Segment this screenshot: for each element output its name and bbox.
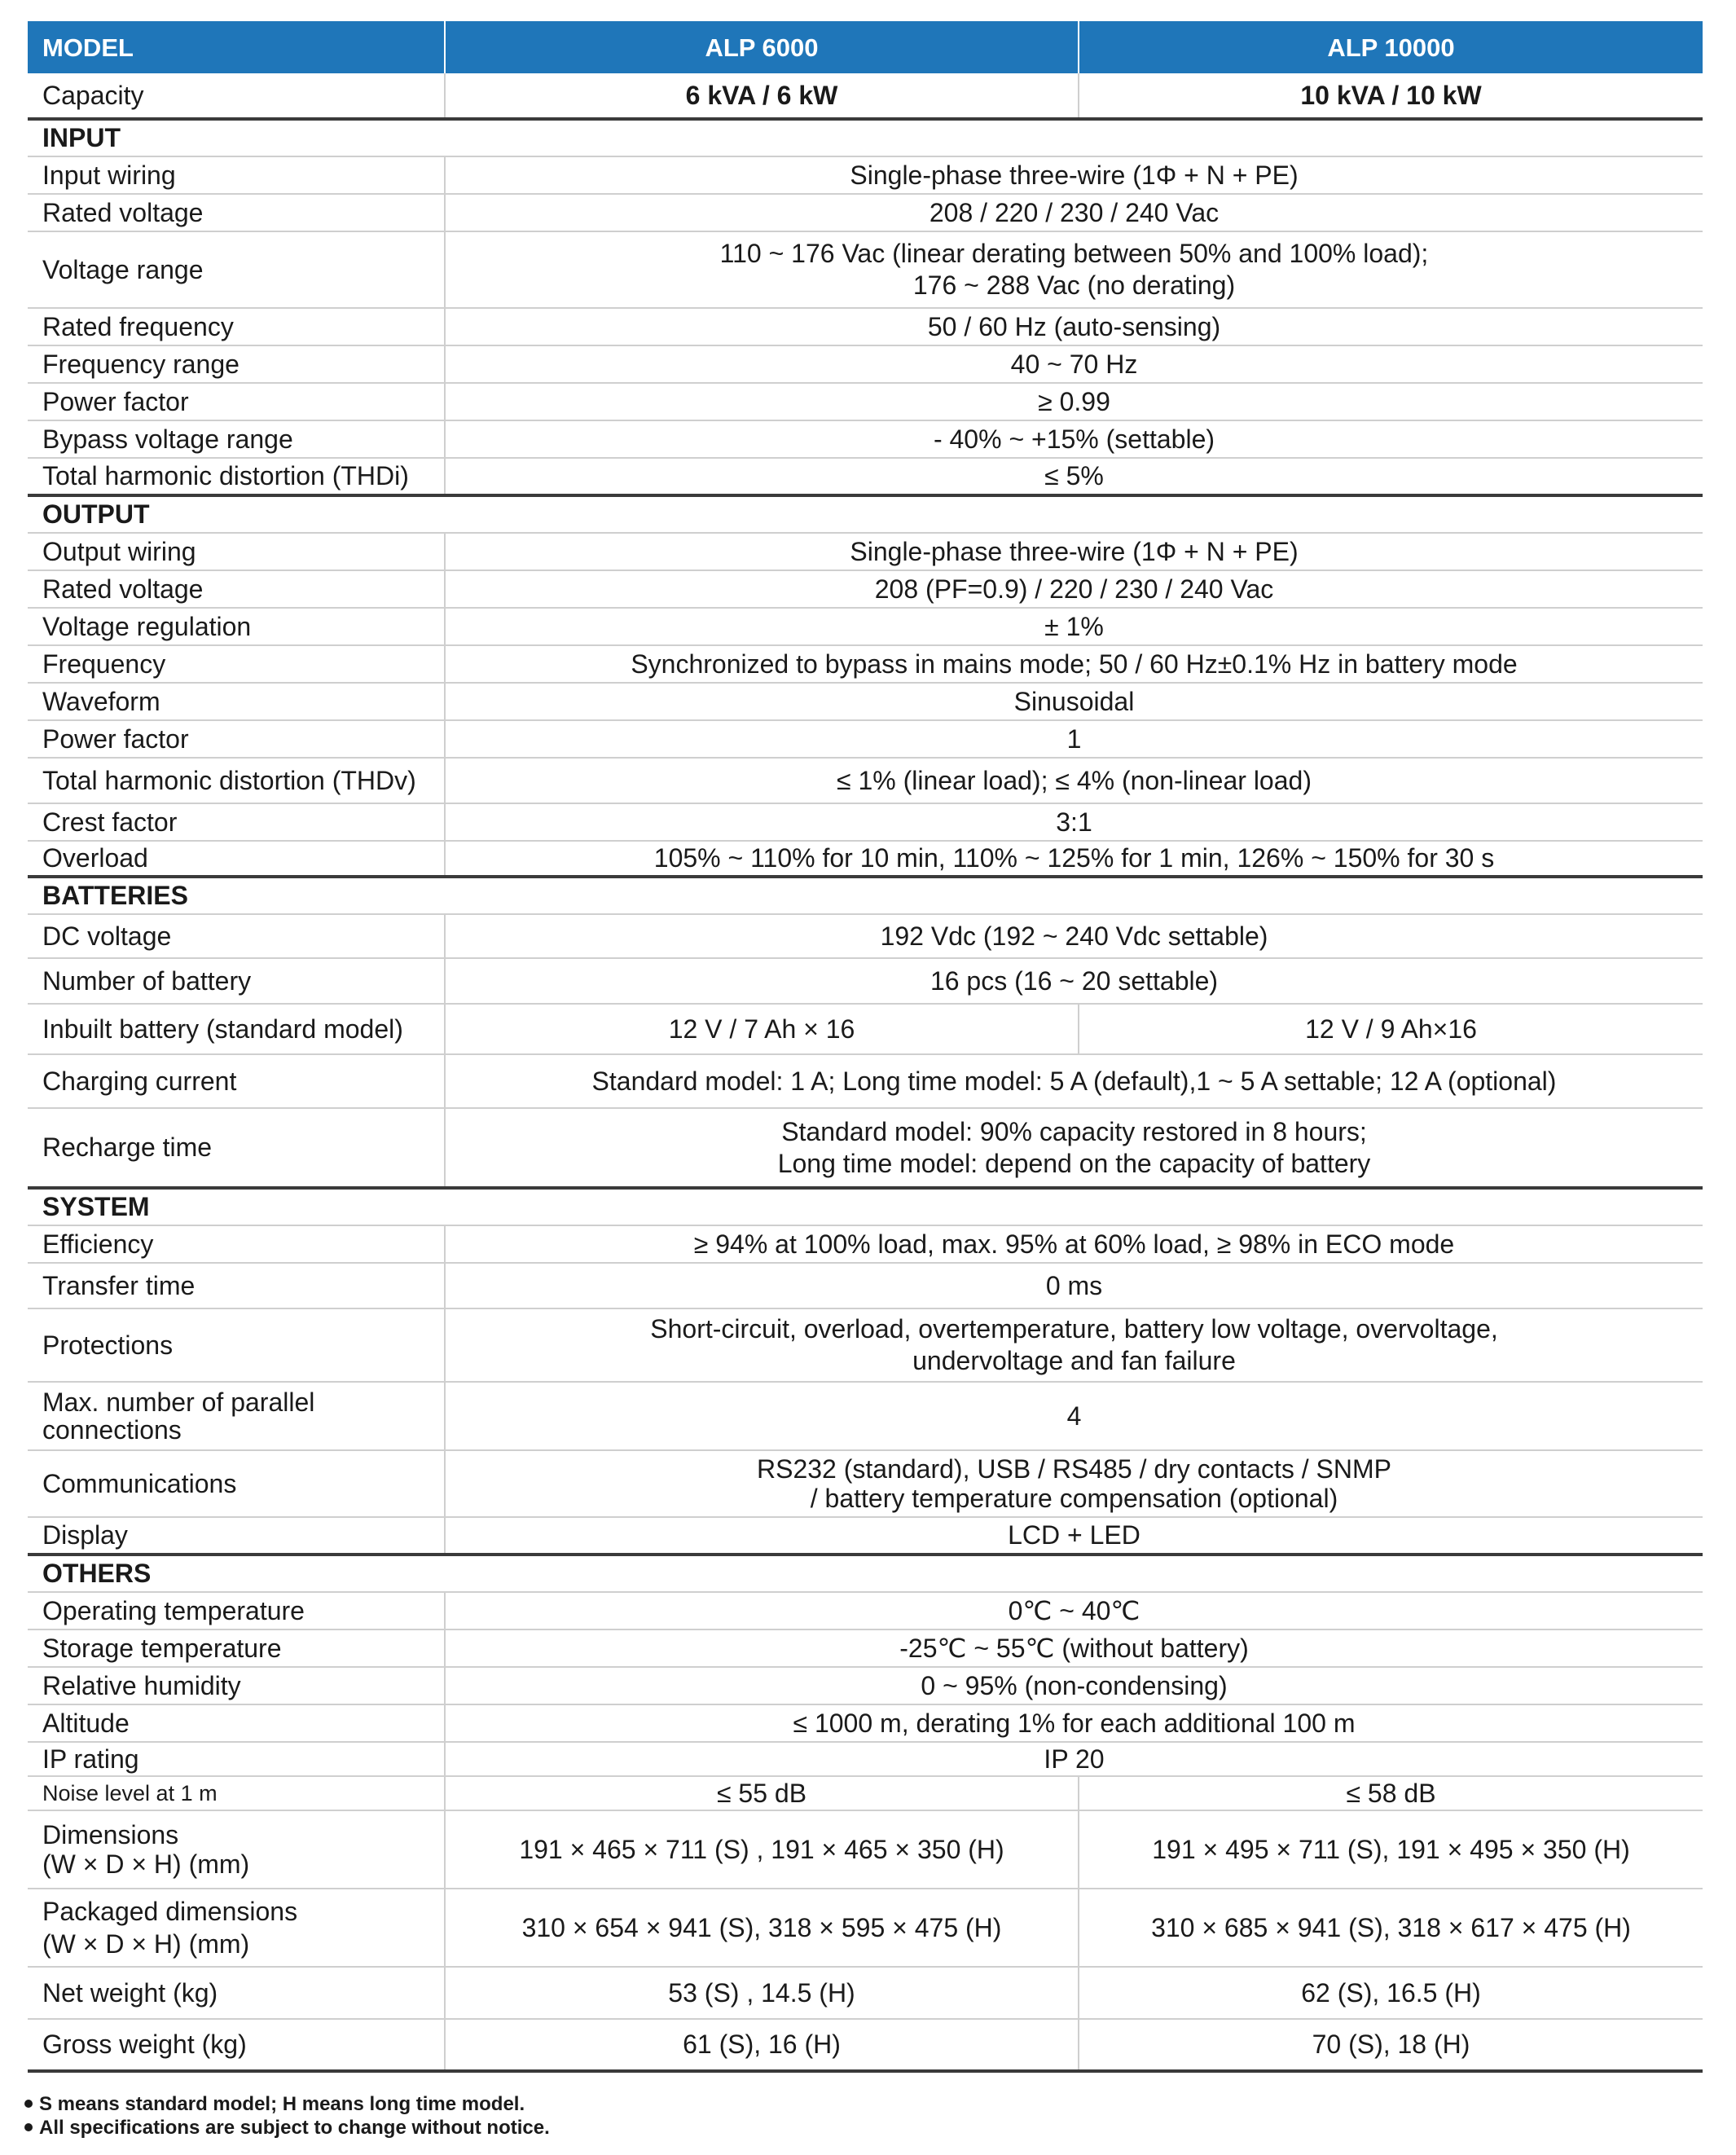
table-row: [28, 156, 1703, 194]
row-label: Frequency: [28, 645, 445, 683]
footnote: [24, 2116, 550, 2140]
row-value-alp10000: 62 (S), 16.5 (H): [1079, 1967, 1703, 2019]
label-line: Packaged dimensions: [42, 1897, 298, 1926]
row-value: 208 (PF=0.9) / 220 / 230 / 240 Vac: [445, 570, 1703, 608]
table-row: [28, 1629, 1703, 1667]
row-value: 1: [445, 720, 1703, 758]
section-output: [28, 495, 1703, 533]
model-label: MODEL: [28, 21, 445, 73]
row-label: Noise level at 1 m: [28, 1776, 445, 1810]
section-title: OTHERS: [28, 1555, 1703, 1592]
row-label: DC voltage: [28, 914, 445, 958]
row-value: 105% ~ 110% for 10 min, 110% ~ 125% for 1 min, 126% ~ 150% for 30 s: [445, 841, 1703, 877]
row-value: 3:1: [445, 803, 1703, 841]
row-label: Power factor: [28, 383, 445, 420]
row-label: Total harmonic distortion (THDi): [28, 458, 445, 495]
table-row: [28, 1108, 1703, 1188]
table-row: [28, 958, 1703, 1004]
row-label: Operating temperature: [28, 1592, 445, 1629]
row-label: Voltage range: [28, 231, 445, 308]
table-row: [28, 420, 1703, 458]
section-title: INPUT: [28, 119, 1703, 156]
table-row: [28, 383, 1703, 420]
value-line: 176 ~ 288 Vac (no derating): [912, 270, 1236, 300]
bullet-icon: [24, 2100, 33, 2108]
row-value-alp6000: 61 (S), 16 (H): [445, 2019, 1079, 2071]
footnotes: [24, 2092, 550, 2140]
row-value-alp10000: 12 V / 9 Ah×16: [1079, 1004, 1703, 1054]
row-label: Waveform: [28, 683, 445, 720]
row-value-alp6000: 310 × 654 × 941 (S), 318 × 595 × 475 (H): [445, 1889, 1079, 1967]
table-row: [28, 1667, 1703, 1704]
row-value: Single-phase three-wire (1Φ + N + PE): [445, 533, 1703, 570]
table-row: [28, 758, 1703, 803]
row-value-alp6000: 53 (S) , 14.5 (H): [445, 1967, 1079, 2019]
bullet-icon: [24, 2123, 33, 2131]
row-label: Protections: [28, 1308, 445, 1382]
row-value: 4: [445, 1382, 1703, 1450]
capacity-alp10000: 10 kVA / 10 kW: [1079, 73, 1703, 119]
table-row: [28, 194, 1703, 231]
table-row: [28, 683, 1703, 720]
table-row: [28, 1054, 1703, 1108]
row-value: [445, 1108, 1703, 1188]
model-alp10000: ALP 10000: [1079, 21, 1703, 73]
spec-table: [28, 21, 1703, 2073]
section-title: OUTPUT: [28, 495, 1703, 533]
table-row: [28, 1382, 1703, 1450]
table-row: [28, 458, 1703, 495]
row-value: ≥ 0.99: [445, 383, 1703, 420]
value-line: Short-circuit, overload, overtemperature, battery low voltage, overvoltage,: [650, 1314, 1498, 1344]
row-value-alp6000: ≤ 55 dB: [445, 1776, 1079, 1810]
value-line: RS232 (standard), USB / RS485 / dry contacts / SNMP: [757, 1454, 1391, 1484]
row-label: Bypass voltage range: [28, 420, 445, 458]
row-label: Overload: [28, 841, 445, 877]
row-value: ≤ 5%: [445, 458, 1703, 495]
table-row: [28, 914, 1703, 958]
row-value: ≤ 1% (linear load); ≤ 4% (non-linear load): [445, 758, 1703, 803]
row-label: Display: [28, 1517, 445, 1555]
row-label: Gross weight (kg): [28, 2019, 445, 2071]
table-row: [28, 2019, 1703, 2071]
table-row: [28, 231, 1703, 308]
row-label: Rated frequency: [28, 308, 445, 345]
value-line: undervoltage and fan failure: [912, 1346, 1236, 1375]
row-value: [445, 231, 1703, 308]
row-value-alp10000: 70 (S), 18 (H): [1079, 2019, 1703, 2071]
section-batteries: [28, 877, 1703, 914]
row-label: Voltage regulation: [28, 608, 445, 645]
capacity-label: Capacity: [28, 73, 445, 119]
row-value: 208 / 220 / 230 / 240 Vac: [445, 194, 1703, 231]
value-line: / battery temperature compensation (optional): [810, 1484, 1338, 1513]
row-value: 0 ~ 95% (non-condensing): [445, 1667, 1703, 1704]
label-line: connections: [42, 1415, 182, 1445]
table-row: [28, 720, 1703, 758]
row-value-alp6000: 191 × 465 × 711 (S) , 191 × 465 × 350 (H): [445, 1810, 1079, 1889]
row-value-alp6000: 12 V / 7 Ah × 16: [445, 1004, 1079, 1054]
label-line: Dimensions: [42, 1820, 179, 1849]
row-label: Communications: [28, 1450, 445, 1517]
table-row: [28, 841, 1703, 877]
footnote-text: All specifications are subject to change without notice.: [39, 2117, 550, 2139]
row-label: Number of battery: [28, 958, 445, 1004]
footnote: [24, 2092, 550, 2116]
capacity-row: [28, 73, 1703, 119]
row-label: Rated voltage: [28, 194, 445, 231]
row-label: [28, 1889, 445, 1967]
row-value: [445, 1450, 1703, 1517]
row-value: 0 ms: [445, 1263, 1703, 1308]
label-line: Max. number of parallel: [42, 1388, 315, 1417]
row-label: Net weight (kg): [28, 1967, 445, 2019]
row-label: Output wiring: [28, 533, 445, 570]
row-label: Inbuilt battery (standard model): [28, 1004, 445, 1054]
table-row: [28, 608, 1703, 645]
row-value: LCD + LED: [445, 1517, 1703, 1555]
row-label: Input wiring: [28, 156, 445, 194]
label-line: (W × D × H) (mm): [42, 1929, 250, 1959]
row-label: Storage temperature: [28, 1629, 445, 1667]
row-value: Standard model: 1 A; Long time model: 5 A (default),1 ~ 5 A settable; 12 A (optional): [445, 1054, 1703, 1108]
table-row: [28, 308, 1703, 345]
row-label: Total harmonic distortion (THDv): [28, 758, 445, 803]
capacity-alp6000: 6 kVA / 6 kW: [445, 73, 1079, 119]
row-value-alp10000: ≤ 58 dB: [1079, 1776, 1703, 1810]
table-row: [28, 1308, 1703, 1382]
table-row: [28, 345, 1703, 383]
section-title: BATTERIES: [28, 877, 1703, 914]
row-value-alp10000: 191 × 495 × 711 (S), 191 × 495 × 350 (H): [1079, 1810, 1703, 1889]
value-line: Standard model: 90% capacity restored in 8 hours;: [781, 1116, 1367, 1146]
row-value: 192 Vdc (192 ~ 240 Vdc settable): [445, 914, 1703, 958]
table-row: [28, 1517, 1703, 1555]
row-label: Crest factor: [28, 803, 445, 841]
row-value: Sinusoidal: [445, 683, 1703, 720]
row-label: Power factor: [28, 720, 445, 758]
table-row: [28, 533, 1703, 570]
row-label: Frequency range: [28, 345, 445, 383]
section-input: [28, 119, 1703, 156]
footnote-text: S means standard model; H means long time model.: [39, 2093, 525, 2115]
table-row: [28, 1263, 1703, 1308]
row-value: IP 20: [445, 1742, 1703, 1776]
section-title: SYSTEM: [28, 1188, 1703, 1225]
table-header: [28, 21, 1703, 73]
table-row: [28, 803, 1703, 841]
row-label: Recharge time: [28, 1108, 445, 1188]
table-row: [28, 1742, 1703, 1776]
row-label: Efficiency: [28, 1225, 445, 1263]
table-row: [28, 645, 1703, 683]
table-row: [28, 1450, 1703, 1517]
row-value: [445, 1308, 1703, 1382]
row-value: Synchronized to bypass in mains mode; 50 / 60 Hz±0.1% Hz in battery mode: [445, 645, 1703, 683]
section-system: [28, 1188, 1703, 1225]
section-others: [28, 1555, 1703, 1592]
row-label: Altitude: [28, 1704, 445, 1742]
row-value: 50 / 60 Hz (auto-sensing): [445, 308, 1703, 345]
row-value: ≤ 1000 m, derating 1% for each additional 100 m: [445, 1704, 1703, 1742]
table-row: [28, 1967, 1703, 2019]
table-row: [28, 1810, 1703, 1889]
model-alp6000: ALP 6000: [445, 21, 1079, 73]
row-label: Relative humidity: [28, 1667, 445, 1704]
row-value: - 40% ~ +15% (settable): [445, 420, 1703, 458]
label-line: (W × D × H) (mm): [42, 1849, 250, 1879]
row-value-alp10000: 310 × 685 × 941 (S), 318 × 617 × 475 (H): [1079, 1889, 1703, 1967]
row-label: [28, 1810, 445, 1889]
table-row: [28, 1592, 1703, 1629]
row-value: ≥ 94% at 100% load, max. 95% at 60% load, ≥ 98% in ECO mode: [445, 1225, 1703, 1263]
row-label: [28, 1382, 445, 1450]
table-row: [28, 1225, 1703, 1263]
row-value: Single-phase three-wire (1Φ + N + PE): [445, 156, 1703, 194]
table-row: [28, 1704, 1703, 1742]
row-value: 40 ~ 70 Hz: [445, 345, 1703, 383]
table-row: [28, 1889, 1703, 1967]
row-label: Transfer time: [28, 1263, 445, 1308]
row-label: IP rating: [28, 1742, 445, 1776]
row-value: 0℃ ~ 40℃: [445, 1592, 1703, 1629]
value-line: Long time model: depend on the capacity of battery: [777, 1148, 1371, 1178]
row-value: ± 1%: [445, 608, 1703, 645]
row-label: Rated voltage: [28, 570, 445, 608]
value-line: 110 ~ 176 Vac (linear derating between 50% and 100% load);: [719, 239, 1429, 268]
row-value: -25℃ ~ 55℃ (without battery): [445, 1629, 1703, 1667]
table-row: [28, 570, 1703, 608]
row-label: Charging current: [28, 1054, 445, 1108]
row-value: 16 pcs (16 ~ 20 settable): [445, 958, 1703, 1004]
table-row: [28, 1004, 1703, 1054]
table-row: [28, 1776, 1703, 1810]
